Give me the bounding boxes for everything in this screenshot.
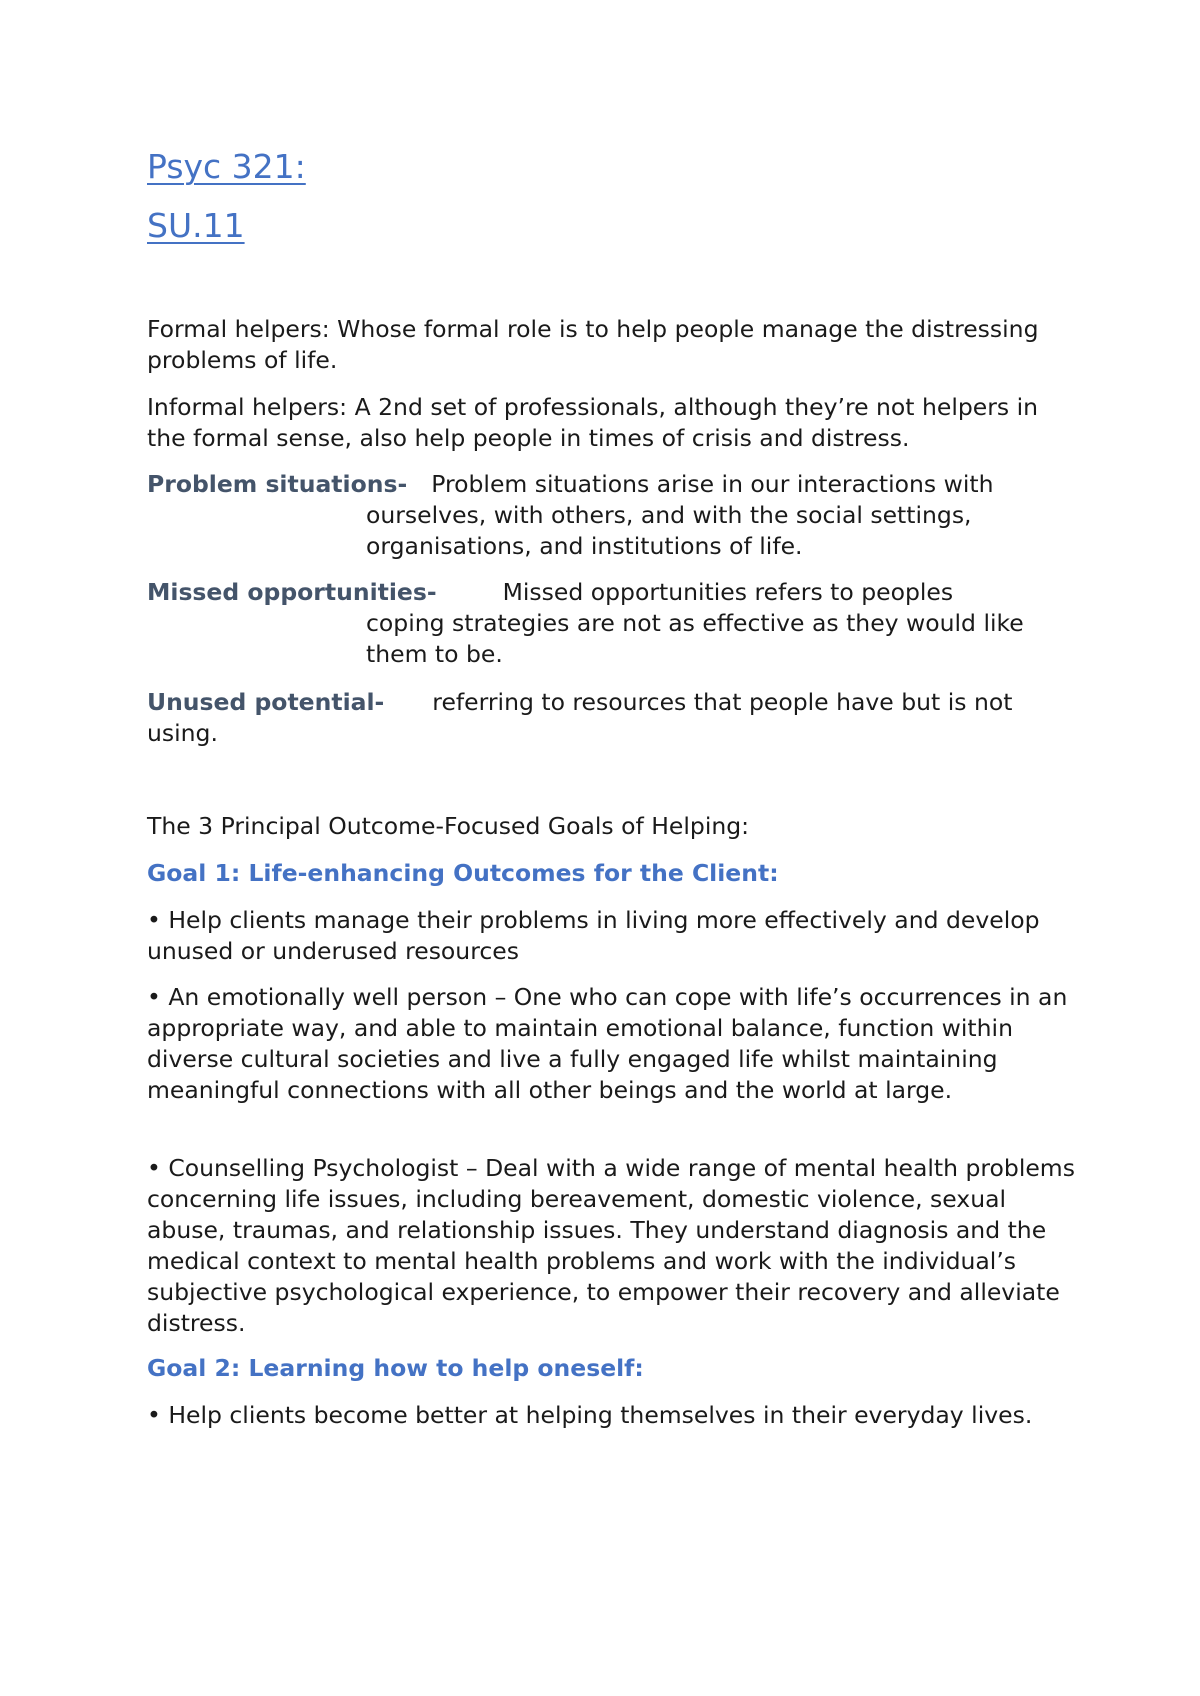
goal2-bullet-1: • Help clients become better at helping themselves in their everyday lives.	[147, 1401, 1033, 1429]
term-definition-continuation: using.	[147, 719, 218, 747]
document-title-unit: SU.11	[147, 206, 245, 245]
term-definition-continuation: coping strategies are not as effective as they would like them to be.	[366, 609, 1024, 668]
term-problem-situations	[147, 469, 1077, 562]
goal2-heading: Goal 2: Learning how to help oneself:	[147, 1354, 644, 1382]
goals-heading: The 3 Principal Outcome-Focused Goals of Helping:	[147, 812, 750, 840]
goal1-heading: Goal 1: Life-enhancing Outcomes for the Client:	[147, 859, 779, 887]
formal-helpers-paragraph: Formal helpers: Whose formal role is to help people manage the distressing problems of life.	[147, 315, 1039, 374]
term-definition-first-line: Problem situations arise in our interactions with	[431, 470, 994, 498]
term-label: Missed opportunities-	[147, 578, 437, 606]
term-definition-first-line: Missed opportunities refers to peoples	[502, 578, 954, 606]
term-unused-potential	[147, 687, 1077, 749]
goal1-bullet-2: • An emotionally well person – One who can cope with life’s occurrences in an appropriate way, and able to maintain emotional balance, function within diverse cultural societies and live a fully engaged life whilst maintaining meaningful connections with all other beings and the world at large.	[147, 983, 1068, 1104]
informal-helpers-paragraph: Informal helpers: A 2nd set of professionals, although they’re not helpers in the formal sense, also help people in times of crisis and distress.	[147, 393, 1039, 452]
term-definition-first-line: referring to resources that people have but is not	[432, 688, 1013, 716]
term-missed-opportunities	[147, 577, 1077, 670]
document-title-course: Psyc 321:	[147, 147, 306, 186]
goal1-bullet-1: • Help clients manage their problems in living more effectively and develop unused or underused resources	[147, 906, 1040, 965]
goal1-bullet-3: • Counselling Psychologist – Deal with a wide range of mental health problems concerning life issues, including bereavement, domestic violence, sexual abuse, traumas, and relationship issues. They understand diagnosis and the medical context to mental health problems and work with the individual’s subjective psychological experience, to empower their recovery and alleviate distress.	[147, 1154, 1075, 1337]
term-label: Unused potential-	[147, 688, 385, 716]
term-label: Problem situations-	[147, 470, 408, 498]
term-definition-continuation: ourselves, with others, and with the social settings, organisations, and institutions of life.	[366, 501, 972, 560]
